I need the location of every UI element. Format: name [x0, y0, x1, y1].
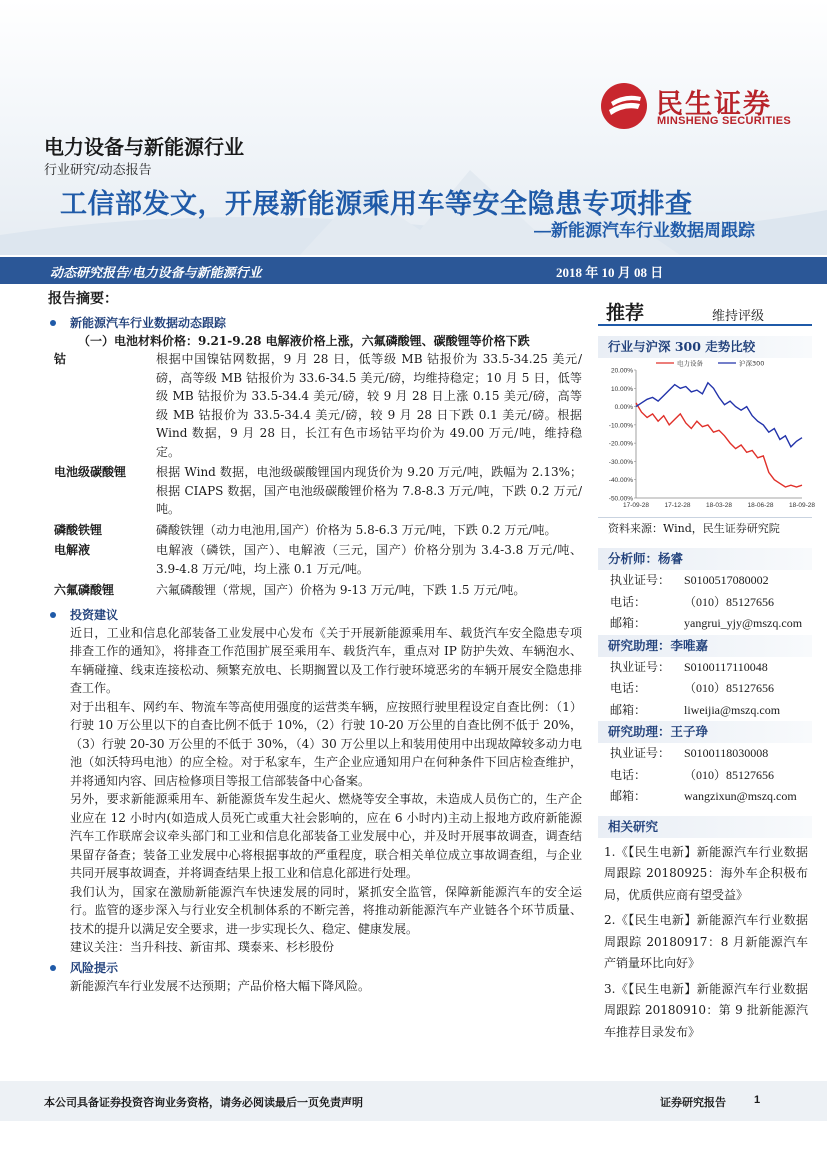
- rating-recommend: 推荐: [606, 303, 645, 324]
- x-tick-label: 18-06-28: [747, 502, 774, 509]
- minsheng-logo: [600, 80, 800, 130]
- rating-keep: 维持评级: [712, 308, 765, 323]
- report-category: 动态研究报告/电力设备与新能源行业: [50, 265, 262, 280]
- section-investment-advice: [50, 606, 588, 624]
- abstract-column: [40, 288, 588, 995]
- y-tick-label: 0.00%: [614, 404, 633, 412]
- assistant2-title: 研究助理：王子琤: [598, 721, 812, 743]
- email-link[interactable]: yangrui_yjy@mszq.com: [684, 616, 803, 630]
- legend-label: 电力设备: [677, 359, 703, 368]
- chart-source: 资料来源：Wind，民生证券研究院: [608, 522, 780, 535]
- contact-value: S0100118030008: [684, 746, 769, 760]
- report-date: 2018 年 10 月 08 日: [556, 265, 664, 280]
- material-label: 磷酸铁锂: [54, 522, 103, 537]
- contact-row: [598, 613, 812, 635]
- x-tick-label: 17-12-28: [664, 502, 691, 509]
- paragraph: 近日，工业和信息化部装备工业发展中心发布《关于开展新能源乘用车、载货汽车安全隐患专项排查工作的通知》，将排查工作范围扩展至乘用车、载货汽车，重点对 IP 防护失效、车辆泡水、车辆碰撞、线束连接松动、频繁充放电、长期搁置以及工作行驶环境恶劣的车辆开展安全隐患排查工作。: [70, 625, 582, 695]
- analyst-title: 分析师：杨睿: [598, 548, 812, 570]
- contact-row: [598, 743, 812, 765]
- section-ev-data-tracking: [50, 314, 588, 332]
- related-research-item[interactable]: 2.《【民生电新】新能源汽车行业数据周跟踪 20180917：8 月新能源汽车产销量环比向好》: [604, 913, 808, 970]
- series-line-0: [636, 403, 802, 487]
- x-tick-label: 18-09-28: [788, 502, 816, 509]
- contact-value: S0100517080002: [684, 573, 769, 587]
- x-tick-label: 18-03-28: [705, 502, 733, 509]
- contact-key: 邮箱：: [610, 616, 647, 630]
- bullet-icon: [50, 612, 56, 618]
- material-row: [40, 581, 588, 600]
- contact-key: 电话：: [610, 594, 647, 609]
- contact-key: 执业证号：: [610, 659, 671, 674]
- material-row: [40, 541, 588, 578]
- contact-row: [598, 657, 812, 679]
- contact-key: 邮箱：: [610, 702, 647, 717]
- page-footer: [0, 1081, 827, 1121]
- report-subtitle: —新能源汽车行业数据周跟踪: [534, 221, 755, 240]
- material-label: 钴: [54, 352, 67, 366]
- bullet-icon: [50, 320, 56, 326]
- material-row: [40, 350, 588, 461]
- contact-value: S0100117110048: [684, 659, 768, 674]
- footer-disclaimer: 本公司具备证券投资咨询业务资格，请务必阅读最后一页免责声明: [44, 1097, 363, 1109]
- footer-report-label: 证券研究报告: [660, 1097, 726, 1109]
- email-link[interactable]: wangzixun@mszq.com: [684, 789, 797, 803]
- section-title: 风险提示: [70, 960, 119, 975]
- section-title: 新能源汽车行业数据动态跟踪: [70, 316, 227, 330]
- y-tick-label: -30.00%: [608, 458, 633, 466]
- contact-value: （010）85127656: [684, 681, 775, 695]
- rating-box: [598, 288, 812, 326]
- battery-material-price-head: （一）电池材料价格：9.21-9.28 电解液价格上涨，六氟磷酸锂、碳酸锂等价格下跌: [78, 334, 530, 348]
- contact-key: 执业证号：: [610, 573, 671, 587]
- contact-row: [598, 700, 812, 722]
- series-line-1: [636, 383, 802, 447]
- contact-row: [598, 678, 812, 700]
- related-research-item[interactable]: 1.《【民生电新】新能源汽车行业数据周跟踪 20180925：海外车企积极布局，优质供应商有望受益》: [604, 844, 808, 902]
- chart-title: 行业与沪深 300 走势比较: [598, 336, 812, 358]
- contact-key: 电话：: [610, 681, 647, 695]
- bullet-icon: [50, 965, 56, 971]
- contact-key: 执业证号：: [610, 746, 671, 760]
- contact-key: 邮箱：: [610, 789, 647, 803]
- report-header: [0, 0, 827, 255]
- paragraph: 建议关注：当升科技、新宙邦、璞泰来、杉杉股份: [70, 940, 335, 954]
- paragraph: 对于出租车、网约车、物流车等高使用强度的运营类车辆，应按照行驶里程设定自查比例：（1）行驶 10 万公里以下的自查比例不低于 10%，（2）行驶 10-20 万公里的自查比例不低于 20%，（3）行驶 20-30 万公里的不低于 30%，（4）30 万公里以上和装用使用中出现故障较多动力电池（如沃特玛电池）的应全检。对于私家车，生产企业应通知用户在何种条件下回店检查维护，并将通知内容、回店检修项目等报工信部装备中心备案。: [70, 699, 582, 788]
- material-label: 六氟磷酸锂: [54, 583, 115, 597]
- contact-row: [598, 570, 812, 592]
- abstract-title: 报告摘要：: [48, 290, 118, 306]
- contact-value: （010）85127656: [684, 767, 775, 782]
- material-text: 电解液（磷铁，国产）、电解液（三元，国产）价格分别为 3.4-3.8 万元/吨、3.9-4.8 万元/吨，均上涨 0.1 万元/吨。: [156, 543, 582, 576]
- report-type: 行业研究/动态报告: [44, 162, 152, 177]
- logo-en: MINSHENG SECURITIES: [657, 115, 792, 127]
- material-label: 电池级碳酸锂: [54, 465, 127, 479]
- section-risk: [50, 959, 588, 977]
- related-research-item[interactable]: 3.《【民生电新】新能源汽车行业数据周跟踪 20180910：第 9 批新能源汽车推荐目录发布》: [604, 981, 808, 1039]
- contact-row: [598, 765, 812, 787]
- paragraph: 我们认为，国家在激励新能源汽车快速发展的同时，紧抓安全监管，保障新能源汽车的安全运行。监管的逐步深入与行业安全机制体系的不断完善，将推动新能源汽车产业链各个环节质量、技术的提升以满足安全要求，进一步实现长久、稳定、健康发展。: [70, 884, 582, 936]
- material-text: 根据中国镍钴网数据，9 月 28 日，低等级 MB 钴报价为 33.5-34.25 美元/磅，高等级 MB 钴报价为 33.6-34.5 美元/磅，均维持稳定；10 月 5 日，低等级 MB 钴报价为 33.5-34.4 美元/磅，较 9 月 28 日上涨 0.15 美元/磅，高等级 MB 钴报价为 33.5-34.4 美元/磅，较 9 月 28 日下跌 0.1 美元/磅。根据 Wind 数据，9 月 28 日，长江有色市场钴平均价为 49.00 万元/吨，维持稳定。: [156, 352, 582, 459]
- material-text: 根据 Wind 数据，电池级碳酸锂国内现货价为 9.20 万元/吨，跌幅为 2.13%；根据 CIAPS 数据，国产电池级碳酸锂价格为 7.8-8.3 万元/吨，下跌 0.2 万元/吨。: [156, 465, 582, 516]
- material-row: [40, 463, 588, 519]
- material-text: 磷酸铁锂（动力电池用,国产）价格为 5.8-6.3 万元/吨，下跌 0.2 万元/吨。: [156, 522, 557, 537]
- contact-row: [598, 786, 812, 808]
- minsheng-logo-icon: [600, 82, 648, 130]
- legend-label: 沪深300: [739, 359, 765, 368]
- y-tick-label: -20.00%: [608, 440, 633, 448]
- x-tick-label: 17-09-28: [622, 502, 650, 509]
- report-info-band: [0, 257, 827, 284]
- email-link[interactable]: liweijia@mszq.com: [684, 702, 781, 717]
- y-tick-label: 10.00%: [610, 385, 633, 393]
- assistant1-title: 研究助理：李唯嘉: [598, 635, 812, 657]
- y-tick-label: -50.00%: [608, 495, 633, 503]
- y-tick-label: -10.00%: [608, 422, 633, 430]
- report-title: 工信部发文，开展新能源乘用车等安全隐患专项排查: [60, 189, 693, 219]
- y-tick-label: 20.00%: [610, 367, 633, 375]
- related-research-title: 相关研究: [598, 816, 812, 838]
- page-number: 1: [754, 1094, 761, 1106]
- contact-key: 电话：: [610, 767, 647, 782]
- material-text: 六氟磷酸锂（常规，国产）价格为 9-13 万元/吨，下跌 1.5 万元/吨。: [156, 583, 526, 597]
- y-tick-label: -40.00%: [608, 477, 633, 485]
- paragraph: 另外，要求新能源乘用车、新能源货车发生起火、燃烧等安全事故，未造成人员伤亡的，生产企业应在 12 小时内(如造成人员死亡或重大社会影响的，应在 6 小时内)主动上报地方政府新能源汽车工作联席会议牵头部门和工业和信息化部装备工业发展中心，并及时开展事故调查，调查结果留存备查；装备工业发展中心将根据事故的严重程度，联合相关单位成立事故调查组，与企业共同开展事故调查，并将调查结果上报工业和信息化部进行处理。: [70, 792, 582, 880]
- risk-text: 新能源汽车行业发展不达预期；产品价格大幅下降风险。: [70, 978, 371, 993]
- trend-chart-svg: [598, 358, 816, 518]
- trend-chart: [598, 358, 816, 518]
- contact-value: （010）85127656: [684, 594, 775, 609]
- material-label: 电解液: [54, 543, 91, 557]
- section-title: 投资建议: [70, 607, 119, 622]
- sidebar-column: [598, 288, 816, 1043]
- industry-name: 电力设备与新能源行业: [44, 137, 244, 159]
- logo-cn: 民生证券: [656, 89, 772, 119]
- contact-row: [598, 592, 812, 614]
- material-row: [40, 521, 588, 540]
